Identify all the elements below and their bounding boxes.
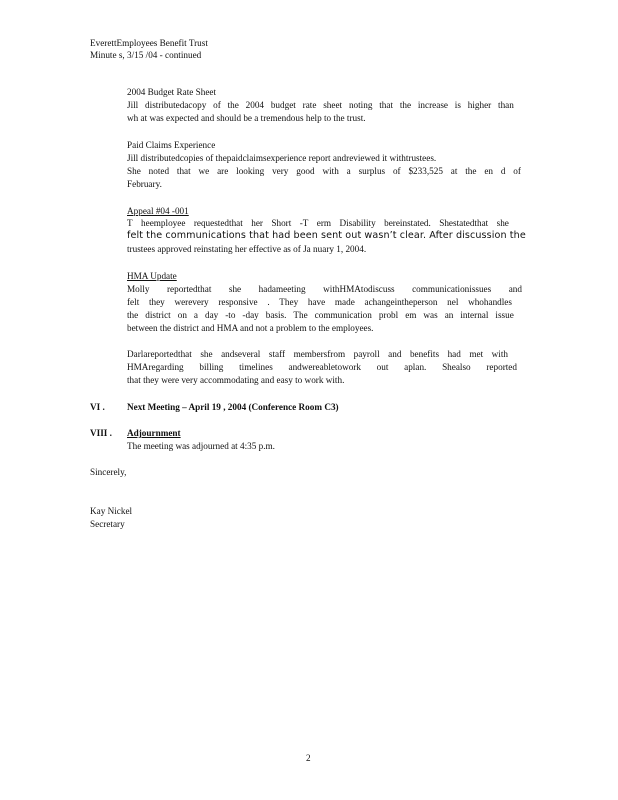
word: werevery [174,297,209,307]
word: After [429,230,453,241]
word: andseveral [221,349,261,359]
hma-line-2 [127,297,512,307]
word: communication [314,310,372,320]
word: that [176,166,191,176]
word: are [217,166,229,176]
word: they [148,297,165,307]
hma-line-4: between the district and HMA and not a problem to the employees. [127,323,374,333]
budget-line-2: wh at was expected and should be a tremendous help to the trust. [127,113,366,123]
word: billing [199,362,224,372]
word: issue [495,310,514,320]
word: andwereabletowork [288,362,361,372]
word: higher [467,100,492,110]
word: rate [302,100,317,110]
word: and [508,284,522,294]
word: Short [271,218,292,228]
word: T [127,218,133,228]
hma-heading: HMA Update [127,271,177,281]
word: Jill [127,100,139,110]
word: day [204,310,219,320]
word: . [267,297,270,307]
word: with [491,349,508,359]
darla-line-2 [127,362,517,372]
word: increase [417,100,448,110]
hma-line-3 [127,310,514,320]
word: felt [127,230,144,241]
word: she [228,284,242,294]
word: internal [460,310,489,320]
word: -to [225,310,236,320]
word: she [200,349,213,359]
word: requestedthat [193,218,243,228]
word: reported [486,362,517,372]
word: and [388,349,402,359]
word: the [509,230,526,241]
word: was [423,310,438,320]
word: good [296,166,315,176]
word: of [513,166,521,176]
word: at [450,166,458,176]
word: clear. [399,230,427,241]
word: payroll [353,349,380,359]
word: budget [270,100,296,110]
word: she [496,218,509,228]
word: aplan. [404,362,427,372]
darla-line-3: that they were very accommodating and easy to work with. [127,375,345,385]
word: made [334,297,355,307]
word: her [251,218,263,228]
word: 2004 [245,100,264,110]
word: noted [148,166,170,176]
word: with [322,166,339,176]
word: em [405,310,417,320]
word: -T [299,218,309,228]
claims-line-2 [127,166,521,176]
word: felt [127,297,140,307]
word: a [193,310,198,320]
word: Disability [339,218,376,228]
word: of [392,166,401,176]
word: looking [236,166,265,176]
word: out [376,362,389,372]
word: sheet [323,100,343,110]
word: district [145,310,171,320]
word: Molly [127,284,150,294]
word: nel [447,297,459,307]
word: achangeintheperson [364,297,438,307]
signer-name: Kay Nickel [90,506,133,516]
appeal-line-2 [127,230,526,241]
word: noting [348,100,373,110]
word: that [249,230,269,241]
header-line-2: Minute s, 3/15 /04 - continued [90,50,202,60]
word: The [293,310,308,320]
word: erm [316,218,332,228]
word: en [484,166,493,176]
word: benefits [409,349,440,359]
appeal-line-1 [127,218,509,228]
word: -day [242,310,259,320]
item-viii-text: The meeting was adjourned at 4:35 p.m. [127,441,275,451]
word: reportedthat [166,284,212,294]
word: whohandles [468,297,512,307]
word: of [213,100,221,110]
word: than [498,100,514,110]
word: met [469,349,484,359]
item-vi-number: VI . [90,402,105,412]
word: out [345,230,362,241]
word: membersfrom [293,349,346,359]
word: communicationissues [412,284,492,294]
budget-heading: 2004 Budget Rate Sheet [127,87,217,97]
word: that [379,100,394,110]
signer-title: Secretary [90,519,125,529]
word: $233,525 [408,166,443,176]
claims-line-1: Jill distributedcopies of thepaidclaimsexperience report andreviewed it withtrustees. [127,153,437,163]
word: a [346,166,351,176]
word: is [454,100,461,110]
word: an [444,310,454,320]
word: heemployee [141,218,186,228]
appeal-heading: Appeal #04 -001 [127,206,189,216]
appeal-line-3: trustees approved reinstating her effective as of Ja nuary 1, 2004. [127,244,367,254]
word: sent [321,230,343,241]
word: distributedacopy [145,100,207,110]
word: had [447,349,461,359]
word: communications [165,230,246,241]
word: on [177,310,187,320]
word: d [500,166,506,176]
hma-line-1 [127,284,522,294]
word: responsive [218,297,258,307]
word: HMAregarding [127,362,184,372]
word: we [198,166,210,176]
word: staff [268,349,286,359]
word: have [307,297,326,307]
word: basis. [265,310,287,320]
word: bereinstated. [384,218,431,228]
word: probl [378,310,399,320]
claims-heading: Paid Claims Experience [127,140,216,150]
word: Darlareportedthat [127,349,192,359]
word: the [127,310,139,320]
word: withHMAtodiscuss [323,284,395,294]
word: Shestatedthat [439,218,489,228]
claims-line-3: February. [127,179,162,189]
item-vi-text: Next Meeting – April 19 , 2004 (Conference Room C3) [127,402,339,412]
word: discussion [455,230,507,241]
item-viii-number: VIII . [90,428,112,438]
word: very [272,166,289,176]
word: hadameeting [258,284,306,294]
word: surplus [358,166,386,176]
budget-line-1 [127,100,514,110]
word: She [127,166,141,176]
word: They [279,297,299,307]
page-number: 2 [306,753,311,763]
word: had [272,230,291,241]
header-line-1: EverettEmployees Benefit Trust [90,38,208,48]
word: the [465,166,477,176]
word: the [399,100,412,110]
word: been [293,230,318,241]
darla-line-1 [127,349,508,359]
closing-salutation: Sincerely, [90,467,127,477]
word: the [146,230,163,241]
word: the [227,100,239,110]
item-viii-title: Adjournment [127,428,181,438]
word: timelines [239,362,273,372]
word: wasn’t [364,230,397,241]
word: Shealso [442,362,471,372]
